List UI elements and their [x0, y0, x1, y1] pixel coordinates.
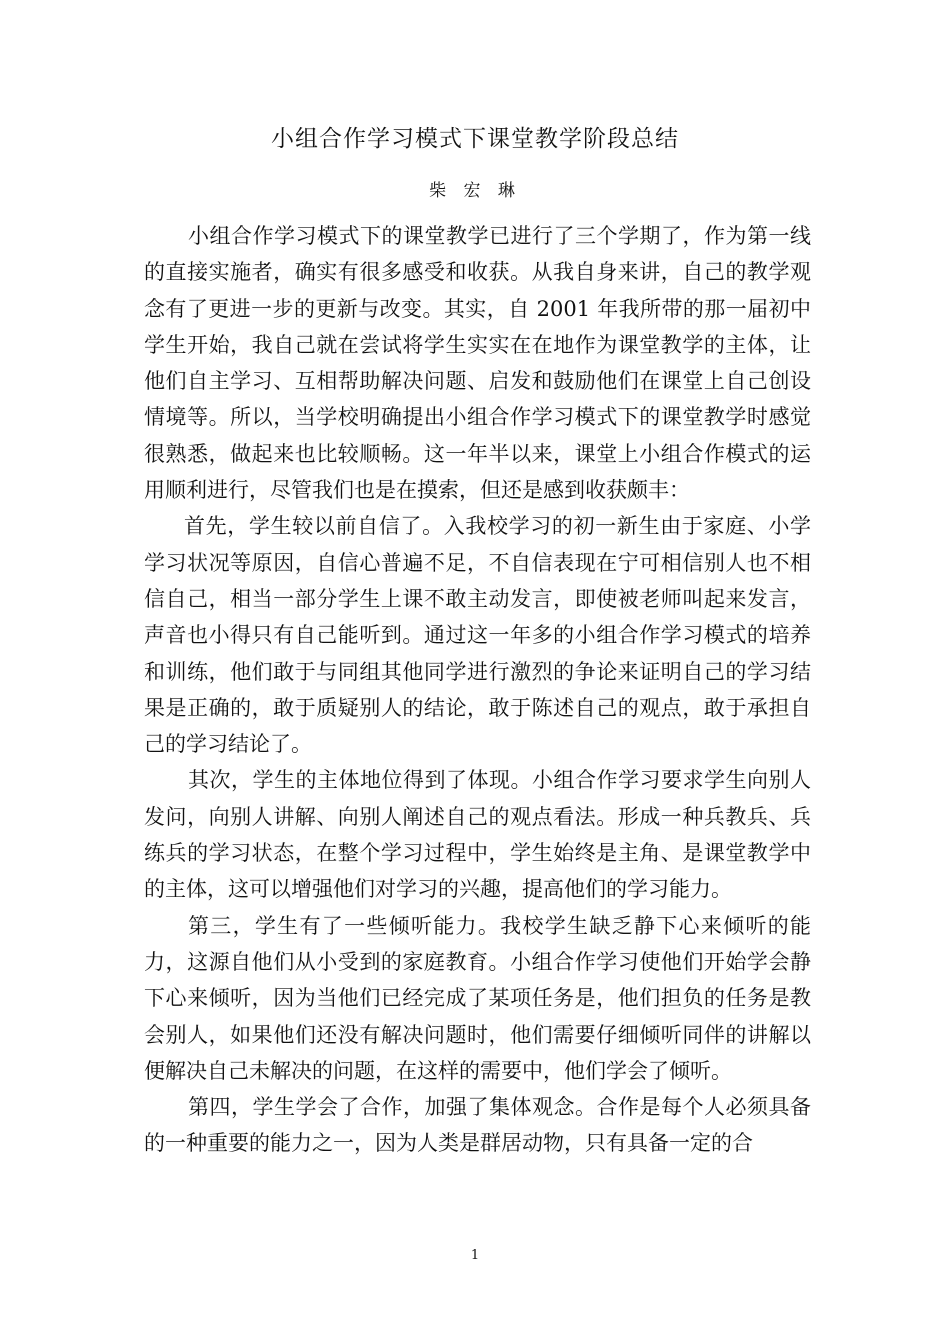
page-number: 1 — [470, 1248, 480, 1263]
paragraph-fourth-point: 第四，学生学会了合作，加强了集体观念。合作是每个人必须具备的一种重要的能力之一，因为人类是群居动物，只有具备一定的合 — [144, 1095, 811, 1156]
paragraph-second-point: 其次，学生的主体地位得到了体现。小组合作学习要求学生向别人发问，向别人讲解、向别人阐述自己的观点看法。形成一种兵教兵、兵练兵的学习状态，在整个学习过程中，学生始终是主角、是课堂教学中的主体，这可以增强他们对学习的兴趣，提高他们的学习能力。 — [144, 768, 811, 902]
paragraph-intro: 小组合作学习模式下的课堂教学已进行了三个学期了，作为第一线的直接实施者，确实有很多感受和收获。从我自身来讲，自己的教学观念有了更进一步的更新与改变。其实，自 2001 年我所带的那一届初中学生开始，我自己就在尝试将学生实实在在地作为课堂教学的主体，让他们自主学习、互相帮助解决问题、启发和鼓励他们在课堂上自己创设情境等。所以，当学校明确提出小组合作学习模式下的课堂教学时感觉很熟悉，做起来也比较顺畅。这一年半以来，课堂上小组合作模式的运用顺利进行，尽管我们也是在摸索，但还是感到收获颇丰： — [144, 224, 811, 503]
paragraph-third-point: 第三，学生有了一些倾听能力。我校学生缺乏静下心来倾听的能力，这源自他们从小受到的家庭教育。小组合作学习使他们开始学会静下心来倾听，因为当他们已经完成了某项任务是，他们担负的任务是教会别人，如果他们还没有解决问题时，他们需要仔细倾听同伴的讲解以便解决自己未解决的问题，在这样的需要中，他们学会了倾听。 — [144, 913, 811, 1083]
author-name: 柴 宏 琳 — [429, 181, 521, 201]
document-title: 小组合作学习模式下课堂教学阶段总结 — [271, 126, 679, 152]
document-body — [144, 218, 811, 1162]
paragraph-first-point: 首先，学生较以前自信了。入我校学习的初一新生由于家庭、小学学习状况等原因，自信心普遍不足，不自信表现在宁可相信别人也不相信自己，相当一部分学生上课不敢主动发言，即使被老师叫起来发言，声音也小得只有自己能听到。通过这一年多的小组合作学习模式的培养和训练，他们敢于与同组其他同学进行激烈的争论来证明自己的学习结果是正确的，敢于质疑别人的结论，敢于陈述自己的观点，敢于承担自己的学习结论了。 — [144, 514, 811, 757]
